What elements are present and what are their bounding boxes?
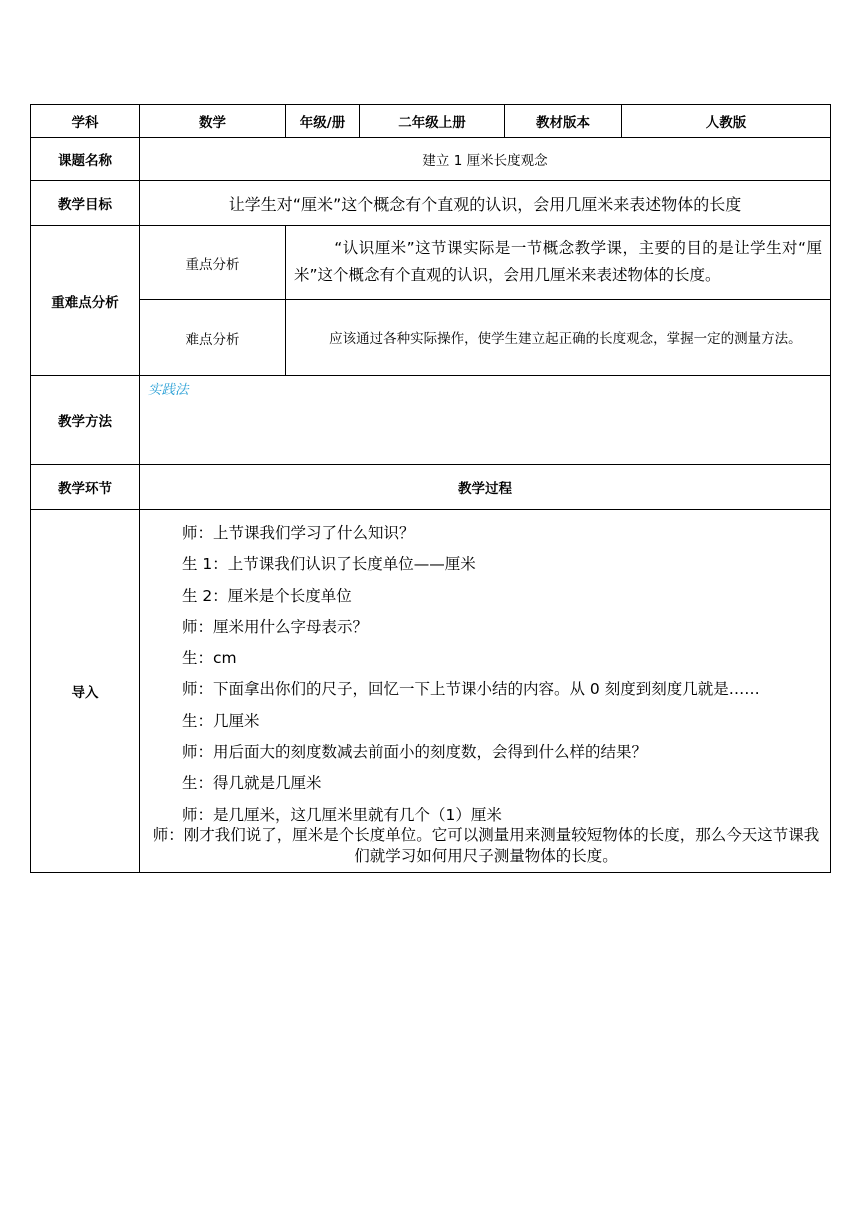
grade-label: 年级/册	[286, 105, 360, 138]
goal-label: 教学目标	[31, 181, 140, 226]
dialogue-line: 生 1：上节课我们认识了长度单位——厘米	[182, 555, 476, 574]
dialogue-line: 师：用后面大的刻度数减去前面小的刻度数，会得到什么样的结果？	[182, 743, 648, 762]
key-analysis-row	[31, 226, 831, 300]
goal-value: 让学生对“厘米”这个概念有个直观的认识，会用几厘米来表述物体的长度	[140, 181, 831, 226]
intro-label: 导入	[31, 510, 140, 873]
topic-label: 课题名称	[31, 138, 140, 181]
method-label: 教学方法	[31, 376, 140, 465]
grade-value: 二年级上册	[360, 105, 505, 138]
process-header-row	[31, 465, 831, 510]
process-content-label: 教学过程	[140, 465, 831, 510]
intro-row	[31, 510, 831, 873]
topic-row	[31, 138, 831, 181]
dialogue-line: 生 2：厘米是个长度单位	[182, 586, 352, 605]
lesson-plan-sheet	[30, 104, 830, 873]
analysis-label: 重难点分析	[31, 226, 140, 376]
header-row	[31, 105, 831, 138]
dialogue-line: 生：几厘米	[182, 711, 260, 730]
method-row	[31, 376, 831, 465]
topic-value: 建立 1 厘米长度观念	[140, 138, 831, 181]
dialogue-line: 师：厘米用什么字母表示？	[182, 617, 369, 636]
key-analysis-label: 重点分析	[140, 226, 286, 300]
dialogue-line: 生：cm	[182, 649, 237, 668]
subject-label: 学科	[31, 105, 140, 138]
edition-value: 人教版	[622, 105, 831, 138]
dialogue-closing: 师：刚才我们说了，厘米是个长度单位。它可以测量用来测量较短物体的长度，那么今天这节课我们就学习如何用尺子测量物体的长度。	[152, 825, 820, 865]
difficulty-analysis-text: 应该通过各种实际操作，使学生建立起正确的长度观念，掌握一定的测量方法。	[286, 300, 831, 376]
dialogue-line: 师：上节课我们学习了什么知识？	[182, 524, 415, 542]
process-stage-label: 教学环节	[31, 465, 140, 510]
difficulty-analysis-row	[31, 300, 831, 376]
difficulty-analysis-label: 难点分析	[140, 300, 286, 376]
lesson-plan-table	[30, 104, 831, 873]
dialogue-line: 师：下面拿出你们的尺子，回忆一下上节课小结的内容。从 0 刻度到刻度几就是……	[182, 680, 760, 699]
key-analysis-text: “认识厘米”这节课实际是一节概念教学课，主要的目的是让学生对“厘米”这个概念有个直观的认识，会用几厘米来表述物体的长度。	[286, 226, 831, 300]
subject-value: 数学	[140, 105, 286, 138]
dialogue-line: 生：得几就是几厘米	[182, 774, 322, 793]
method-value: 实践法	[140, 376, 831, 465]
dialogue-line: 师：是几厘米，这几厘米里就有几个（1）厘米	[182, 805, 502, 824]
goal-row	[31, 181, 831, 226]
intro-dialogue	[140, 510, 831, 873]
edition-label: 教材版本	[505, 105, 622, 138]
